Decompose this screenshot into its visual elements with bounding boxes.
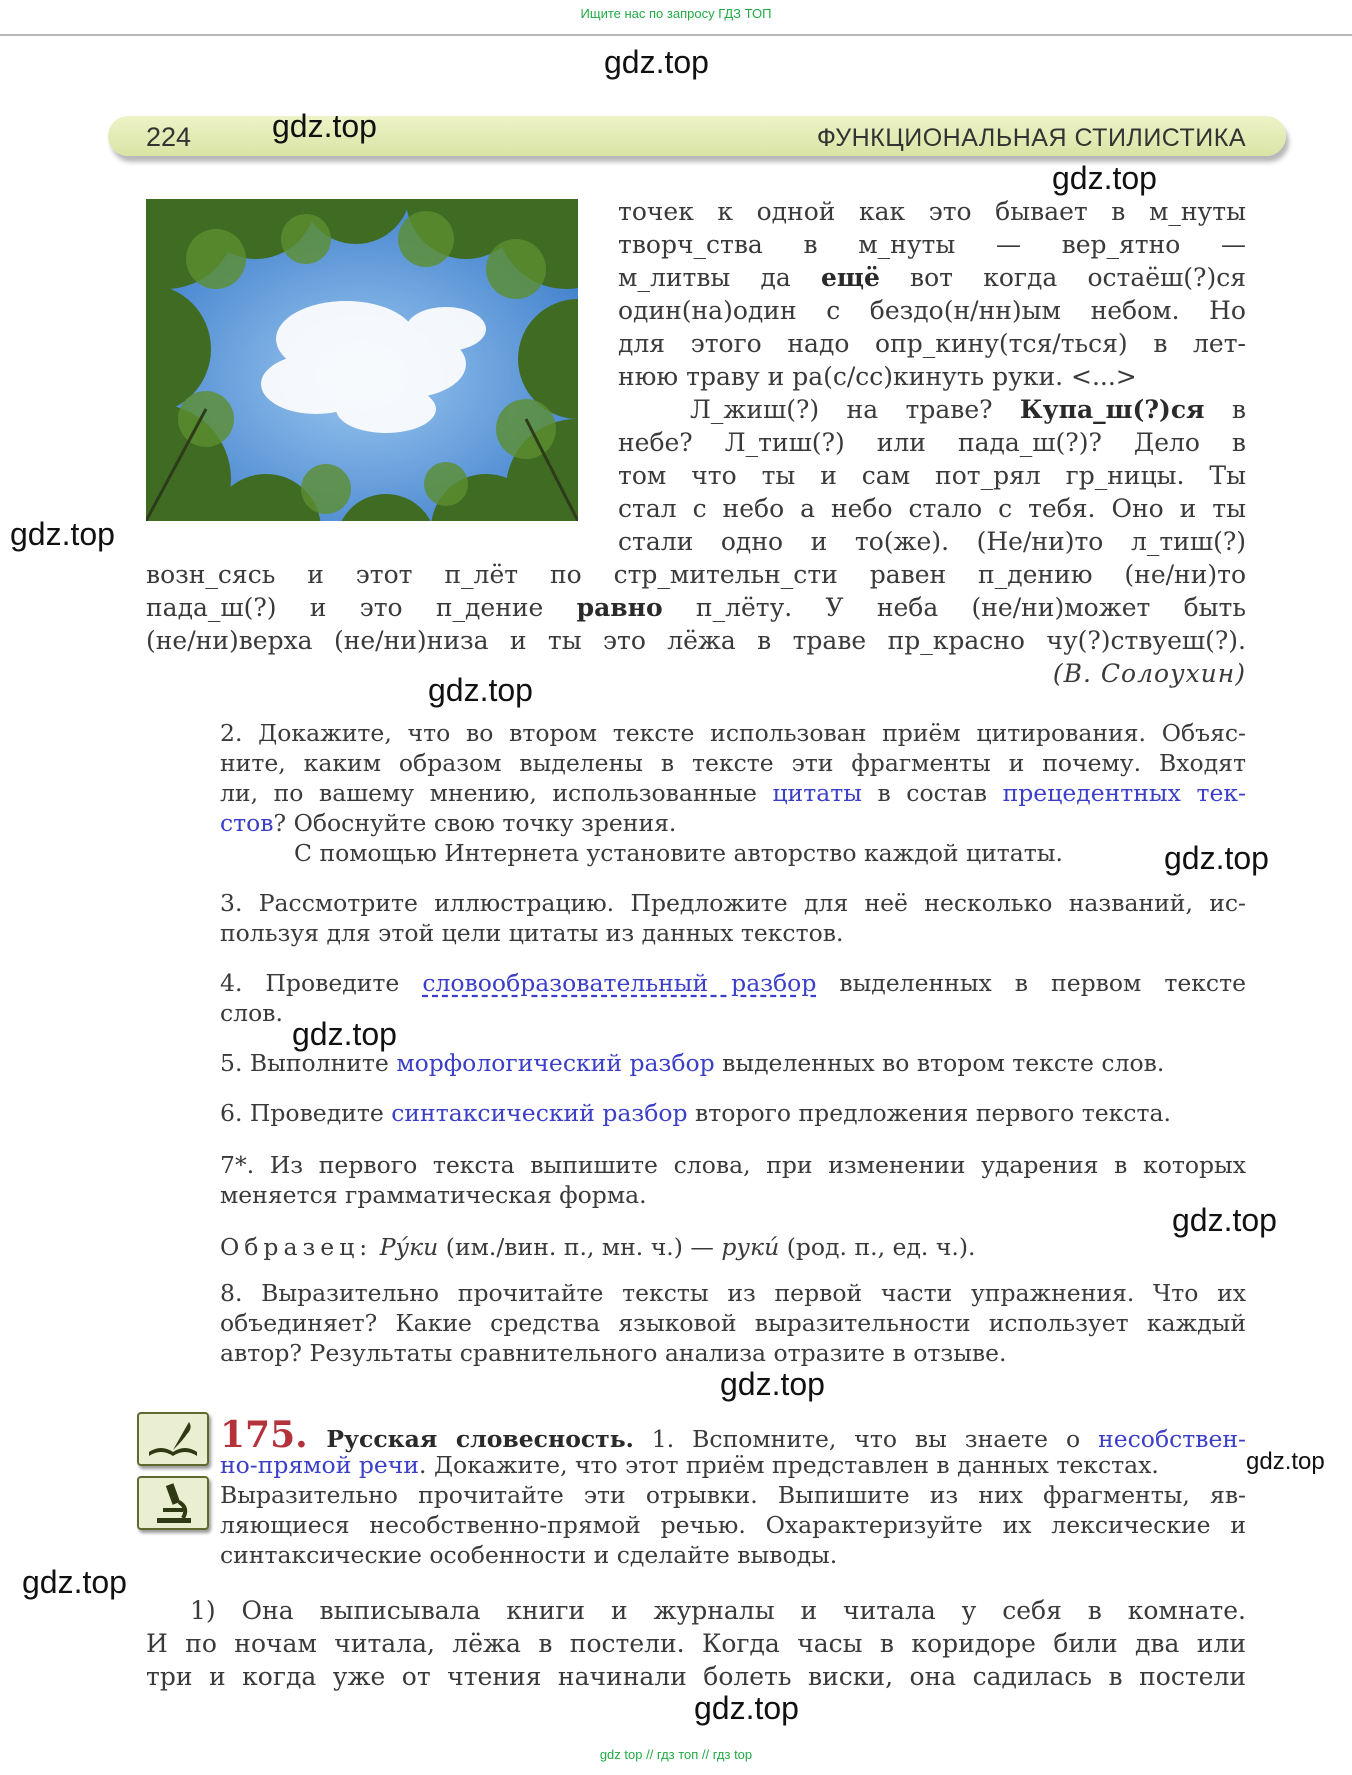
task6-line: 6. Проведите синтаксический разбор второго предложения первого текста. — [220, 1099, 1171, 1127]
ex175-line: синтаксические особенности и сделайте выводы. — [220, 1541, 838, 1569]
watermark: gdz.top — [428, 672, 533, 708]
text1-line: для этого надо опр_кину(тся/ться) в лет- — [618, 329, 1246, 358]
sky-photo — [146, 199, 578, 521]
watermark: gdz.top — [1164, 840, 1269, 876]
text1-line: точек к одной как это бывает в м_нуты — [618, 197, 1246, 226]
text1-line: один(на)один с бездо(н/нн)ым небом. Но — [618, 296, 1246, 325]
task7-line: меняется грамматическая форма. — [220, 1181, 647, 1209]
task4-line: 4. Проведите словообразовательный разбор выделенных в первом тексте — [220, 969, 1246, 997]
footer-links[interactable]: gdz top // гдз топ // гдз top — [599, 1747, 753, 1762]
task8-line: 8. Выразительно прочитайте тексты из первой части упражнения. Что их — [220, 1279, 1246, 1307]
ex175-line: 175. Русская словесность. 1. Вспомните, что вы знаете о несобствен- — [220, 1414, 1246, 1456]
exercise-title: Русская словесность. — [307, 1425, 634, 1453]
quill-book-icon — [137, 1412, 209, 1466]
watermark: gdz.top — [1052, 160, 1157, 196]
link-free-indirect-speech-cont[interactable]: но-прямой речи — [220, 1451, 419, 1479]
task5-line: 5. Выполните морфологический разбор выделенных во втором тексте слов. — [220, 1049, 1165, 1077]
text1-line: нюю траву и ра(с/сс)кинуть руки. <...> — [618, 362, 1137, 391]
bold-word: Купа_ш(?)ся — [1019, 395, 1205, 424]
link-precedent-texts-cont[interactable]: стов — [220, 809, 274, 837]
bold-word: ещё — [820, 263, 880, 292]
task8-line: объединяет? Какие средства языковой выразительности использует каждый — [220, 1309, 1246, 1337]
task3-line: пользуя для этой цели цитаты из данных текстов. — [220, 919, 844, 947]
task2-line: стов? Обоснуйте свою точку зрения. — [220, 809, 677, 837]
text1-line: возн_сясь и этот п_лёт по стр_мительн_сти равен п_дению (не/ни)то — [146, 560, 1246, 589]
text1-line: (не/ни)верха (не/ни)низа и ты это лёжа в траве пр_красно чу(?)ствуеш(?). — [146, 626, 1246, 655]
watermark: gdz.top — [604, 44, 709, 80]
text1-line: том что ты и сам пот_рял гр_ницы. Ты — [618, 461, 1246, 490]
top-banner[interactable]: Ищите нас по запросу ГДЗ ТОП — [580, 6, 772, 21]
watermark: gdz.top — [1172, 1202, 1277, 1238]
text2-line: три и когда уже от чтения начинали болеть виски, она садилась в постели — [146, 1662, 1246, 1691]
microscope-icon — [137, 1476, 209, 1530]
link-syntactic-analysis[interactable]: синтаксический разбор — [391, 1099, 688, 1127]
author-attribution: (В. Солоухин) — [1052, 659, 1246, 688]
watermark: gdz.top — [272, 108, 377, 144]
text1-line: небе? Л_тиш(?) или пада_ш(?)? Дело в — [618, 428, 1246, 457]
page-number: 224 — [146, 122, 192, 152]
task2-line: 2. Докажите, что во втором тексте использован приём цитирования. Объяс- — [220, 719, 1246, 747]
exercise-number: 175. — [220, 1414, 308, 1456]
ex175-line: ляющиеся несобственно-прямой речью. Охарактеризуйте их лексические и — [220, 1511, 1246, 1539]
section-title: ФУНКЦИОНАЛЬНАЯ СТИЛИСТИКА — [816, 124, 1246, 152]
link-morphological-analysis[interactable]: морфологический разбор — [396, 1049, 715, 1077]
ex175-line: но-прямой речи. Докажите, что этот приём представлен в данных текстах. — [220, 1451, 1159, 1479]
task2-line: С помощью Интернета установите авторство каждой цитаты. — [294, 839, 1063, 867]
link-precedent-texts[interactable]: прецедентных тек- — [1002, 779, 1246, 807]
watermark: gdz.top — [720, 1366, 825, 1402]
text1-line: Л_жиш(?) на траве? Купа_ш(?)ся в — [690, 395, 1246, 424]
ex175-line: Выразительно прочитайте эти отрывки. Выпишите из них фрагменты, яв- — [220, 1481, 1246, 1509]
text2-line: 1) Она выписывала книги и журналы и читала у себя в комнате. — [190, 1596, 1246, 1625]
link-word-formation-analysis[interactable]: словообразовательный разбор — [422, 969, 817, 997]
task4-line: слов. — [220, 999, 283, 1027]
text1-line: пада_ш(?) и это п_дение равно п_лёту. У неба (не/ни)может быть — [146, 593, 1247, 622]
text2-line: И по ночам читала, лёжа в постели. Когда часы в коридоре били два или — [146, 1629, 1246, 1658]
task3-line: 3. Рассмотрите иллюстрацию. Предложите для неё несколько названий, ис- — [220, 889, 1246, 917]
link-free-indirect-speech[interactable]: несобствен- — [1098, 1425, 1246, 1453]
bold-word: равно — [576, 593, 663, 622]
text1-line: м_литвы да ещё вот когда остаёш(?)ся — [618, 263, 1246, 292]
watermark: gdz.top — [1246, 1448, 1325, 1475]
watermark: gdz.top — [694, 1690, 799, 1726]
sky-through-trees-photo-icon — [146, 199, 578, 521]
task7-line: 7*. Из первого текста выпишите слова, при изменении ударения в которых — [220, 1151, 1246, 1179]
top-divider — [0, 34, 1352, 36]
task8-line: автор? Результаты сравнительного анализа отразите в отзыве. — [220, 1339, 1007, 1367]
task2-line: ните, каким образом выделены в тексте эти фрагменты и почему. Входят — [220, 749, 1246, 777]
watermark: gdz.top — [292, 1016, 397, 1052]
text1-line: стал с небо а небо стало с тебя. Оно и ты — [618, 494, 1246, 523]
link-citations[interactable]: цитаты — [772, 779, 862, 807]
watermark: gdz.top — [10, 516, 115, 552]
watermark: gdz.top — [22, 1564, 127, 1600]
text1-line: творч_ства в м_нуты — вер_ятно — — [618, 230, 1246, 259]
task2-line: ли, по вашему мнению, использованные цитаты в состав прецедентных тек- — [220, 779, 1246, 807]
text1-line: стали одно и то(же). (Не/ни)то л_тиш(?) — [618, 527, 1246, 556]
task7-sample: Образец: Ру́ки (им./вин. п., мн. ч.) — руки́ (род. п., ед. ч.). — [220, 1233, 976, 1261]
